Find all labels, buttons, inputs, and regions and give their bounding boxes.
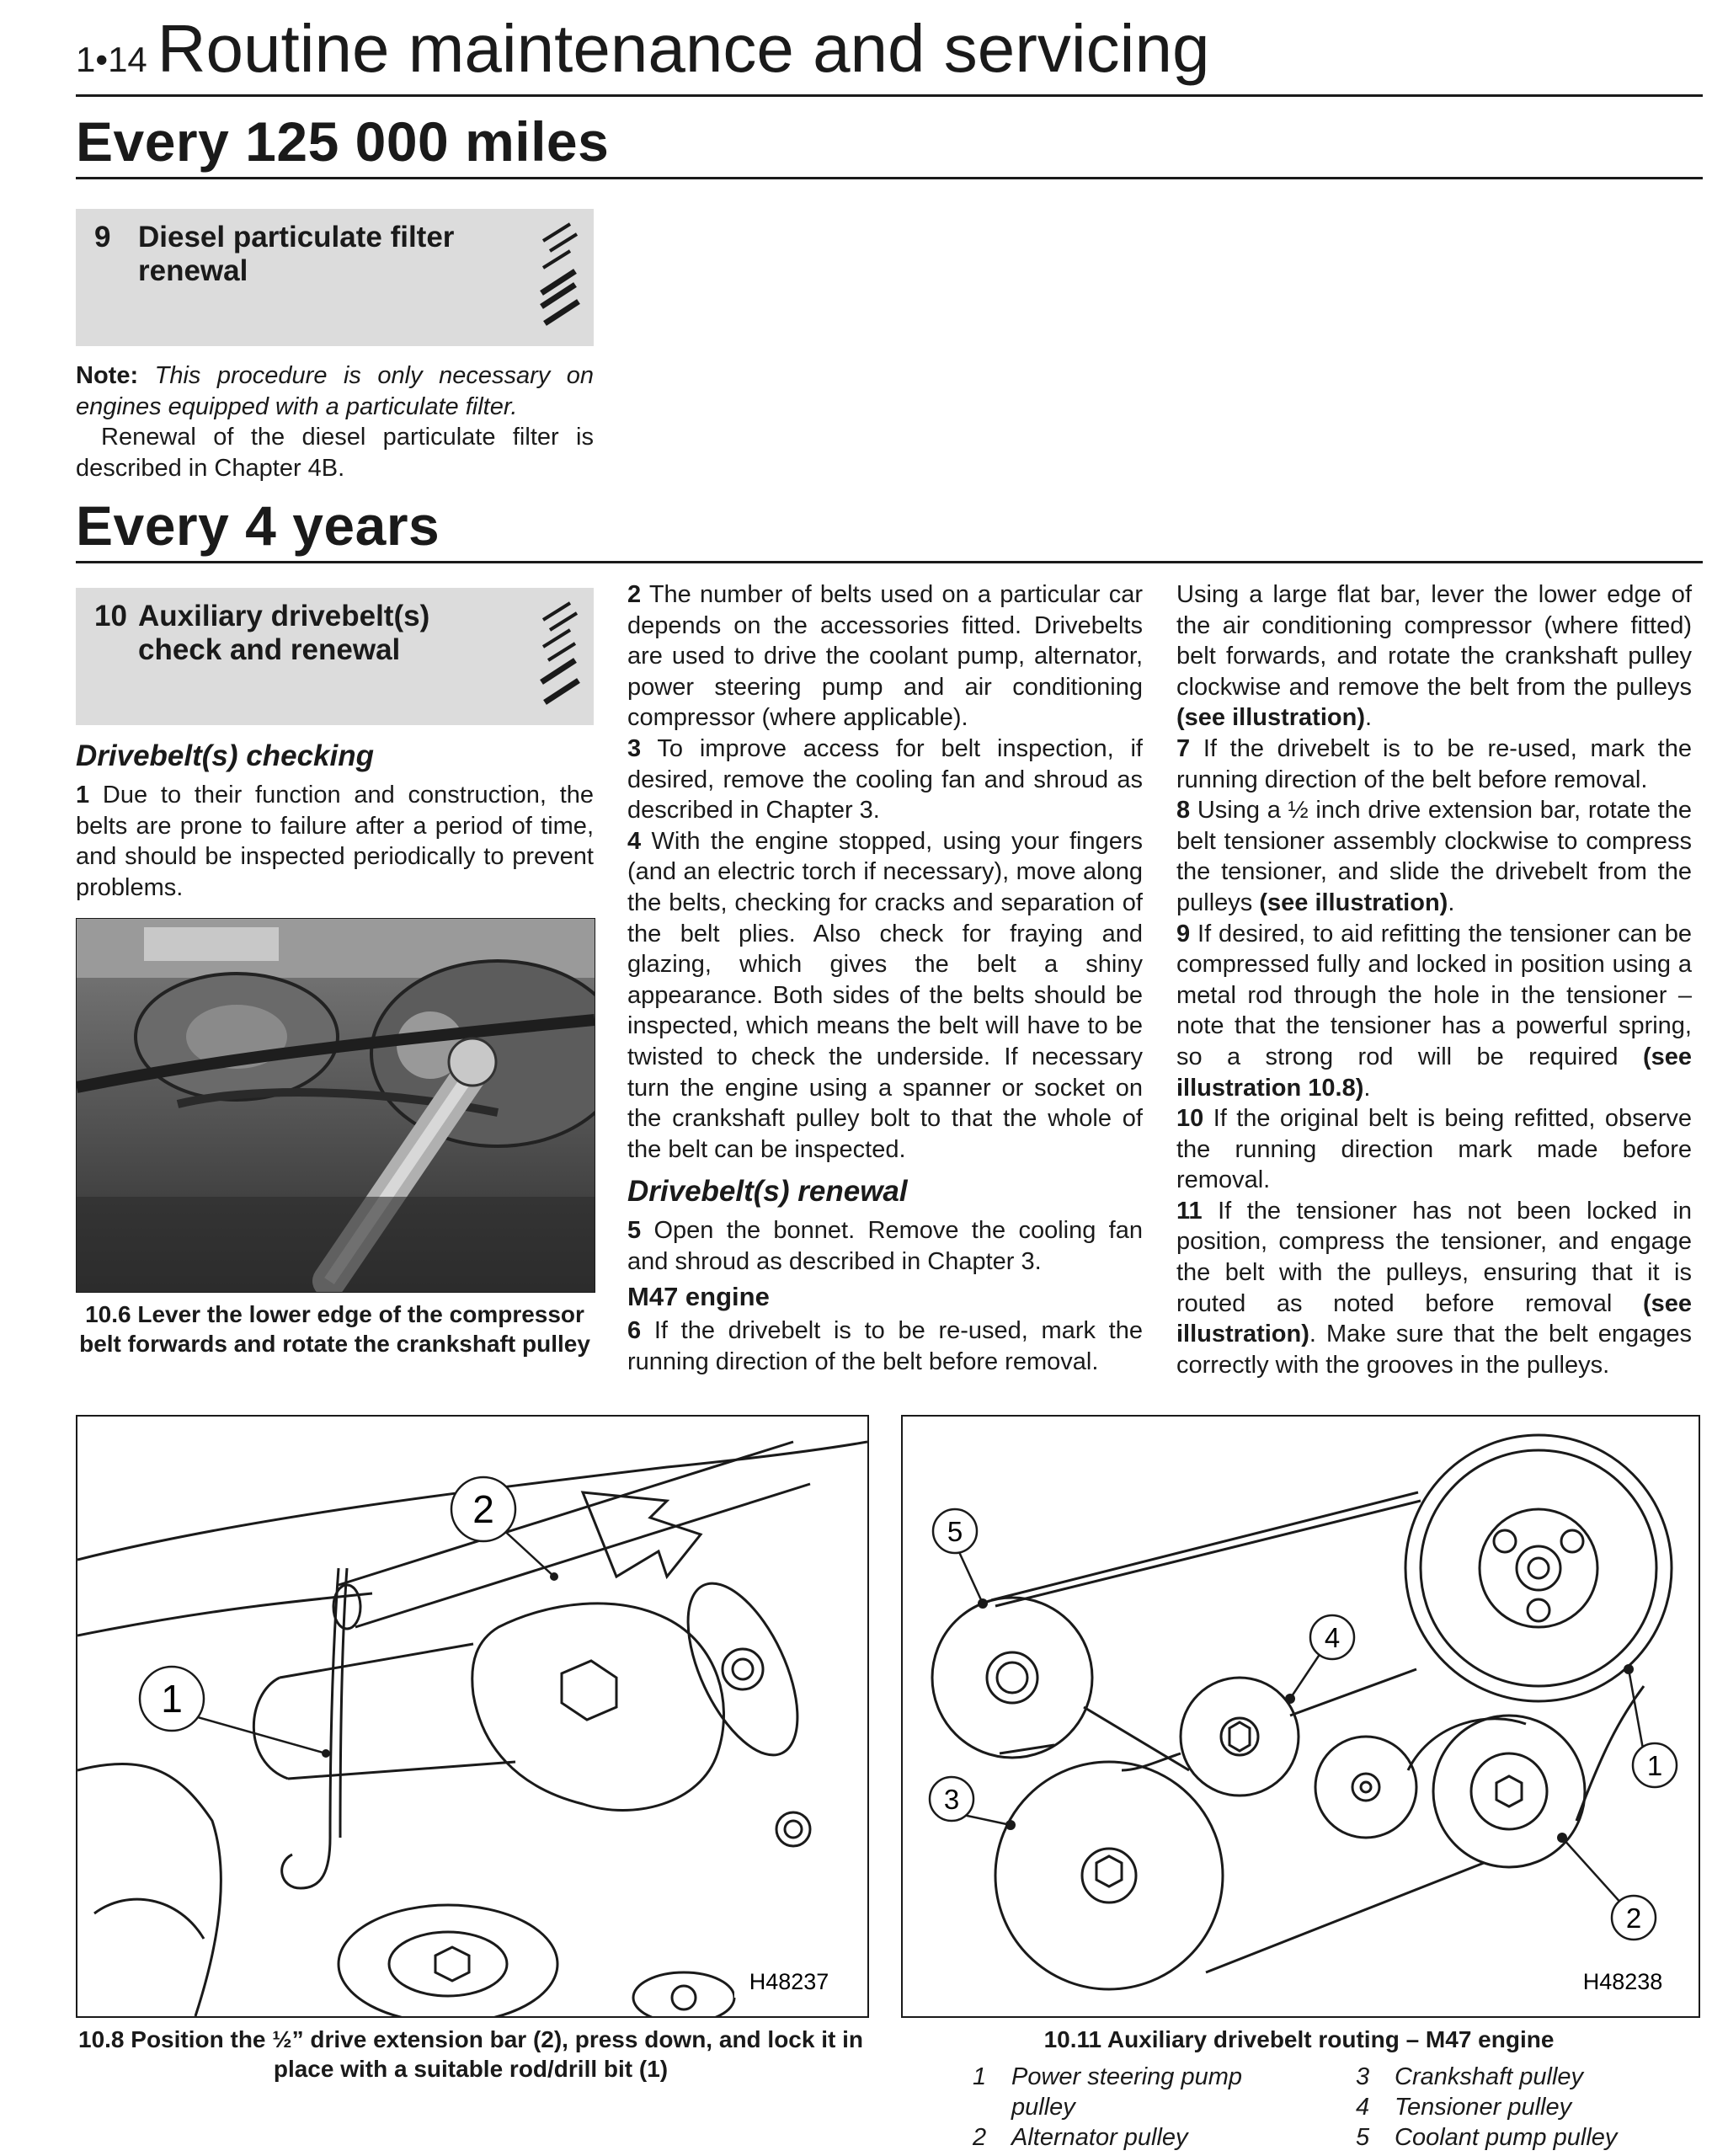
fig-10-6-caption: 10.6 Lever the lower edge of the compressor belt forwards and rotate the crankshaft pulley bbox=[79, 1301, 590, 1357]
column-1 bbox=[76, 734, 594, 903]
legend-num: 4 bbox=[1356, 2094, 1370, 2121]
callout-1: 1 bbox=[1646, 1750, 1663, 1781]
para-num: 6 bbox=[627, 1317, 642, 1345]
para-6b: Using a large flat bar, lever the lower edge of the air conditioning compressor (where fitted) belt forwards, and rotate the crankshaft pulley clockwise and remove the belt from the pulleys bbox=[1176, 581, 1692, 701]
illustration-ref: (see illustration) bbox=[1176, 704, 1365, 732]
renewal-heading: Drivebelt(s) renewal bbox=[627, 1175, 908, 1209]
task-box-10 bbox=[76, 588, 594, 725]
legend-text: Coolant pump pulley bbox=[1395, 2124, 1618, 2151]
para-num: 2 bbox=[627, 581, 642, 608]
task-title: Diesel particulate filter renewal bbox=[138, 221, 455, 287]
callout-4: 4 bbox=[1324, 1622, 1341, 1653]
task-number: 10 bbox=[94, 600, 127, 632]
section-heading-125k: Every 125 000 miles bbox=[76, 110, 610, 173]
figure-10-8 bbox=[76, 1415, 869, 2018]
para-num: 5 bbox=[627, 1217, 642, 1245]
body-paragraph: Renewal of the diesel particulate filter is described in Chapter 4B. bbox=[76, 424, 594, 482]
legend-text: Tensioner pulley bbox=[1395, 2094, 1572, 2121]
figure-code: H48237 bbox=[749, 1969, 829, 1994]
para-10: If the original belt is being refitted, observe the running direction mark made before removal. bbox=[1176, 1105, 1693, 1194]
callout-1: 1 bbox=[161, 1677, 183, 1721]
chapter-title: Routine maintenance and servicing bbox=[157, 11, 1210, 86]
legend-num: 3 bbox=[1356, 2063, 1370, 2090]
callout-2: 2 bbox=[472, 1487, 494, 1531]
legend-column-1 bbox=[973, 2062, 1309, 2153]
section-rule-4y bbox=[76, 561, 1703, 563]
para-11-end: Make sure that the belt engages correctly with the grooves in the pulleys. bbox=[1176, 1321, 1692, 1379]
para-4: With the engine stopped, using your fingers (and an electric torch if necessary), move along the belts, checking for cracks and separation of the belt plies. Also check for fraying and glazing, which gives the belt a shiny appearance. Both sides of the belts should be inspected, which means the belt will have to be twisted to check the underside. If necessary turn the engine using a spanner or socket on the crankshaft pulley bolt to that the whole of the belt can be inspected. bbox=[627, 827, 1143, 1163]
difficulty-wrench-icon bbox=[536, 216, 587, 342]
illustration-ref: (see illustration) bbox=[1259, 889, 1448, 916]
para-num: 8 bbox=[1176, 797, 1191, 825]
fig-10-11-caption: 10.11 Auxiliary drivebelt routing – M47 engine bbox=[1043, 2026, 1555, 2052]
para-11: If the tensioner has not been locked in position, compress the tensioner, and engage the belt with the pulleys, ensuring that it is routed as noted before removal bbox=[1176, 1197, 1692, 1317]
illustration-ref: (see illustration) bbox=[1176, 1289, 1693, 1348]
tensioner-line-drawing bbox=[77, 1417, 867, 2016]
para-3: To improve access for belt inspection, if desired, remove the cooling fan and shroud as described in Chapter 3. bbox=[627, 734, 1143, 825]
legend-num: 5 bbox=[1356, 2124, 1370, 2151]
legend-text: Alternator pulley bbox=[1011, 2124, 1188, 2151]
para-2: The number of belts used on a particular car depends on the accessories fitted. Drivebelts are used to drive the coolant pump, alternator, power steering pump and air conditioning compressor (where applicable). bbox=[627, 581, 1143, 732]
figure-10-11 bbox=[901, 1415, 1700, 2018]
para-9: If desired, to aid refitting the tensioner can be compressed fully and locked in position using a metal rod through the hole in the tensioner – note that the tensioner has a powerful spring, so a strong rod will be required bbox=[1176, 920, 1692, 1070]
callout-2: 2 bbox=[1625, 1903, 1642, 1934]
legend-num: 1 bbox=[973, 2063, 987, 2090]
section-rule-125k bbox=[76, 177, 1703, 179]
legend-num: 2 bbox=[973, 2124, 987, 2151]
page-number: 1•14 bbox=[76, 40, 147, 79]
callout-3: 3 bbox=[943, 1784, 960, 1815]
para-1: Due to their function and construction, the belts are prone to failure after a period of time, and should be inspected periodically to prevent problems. bbox=[76, 782, 595, 901]
note-label: Note: bbox=[76, 362, 139, 389]
header-rule bbox=[76, 94, 1703, 97]
legend-text: Crankshaft pulley bbox=[1395, 2063, 1584, 2090]
para-num: 4 bbox=[627, 827, 642, 855]
column-2 bbox=[627, 579, 1143, 1378]
para-num: 9 bbox=[1176, 920, 1191, 947]
figure-code: H48238 bbox=[1582, 1969, 1663, 1994]
legend-item bbox=[1356, 2122, 1693, 2153]
note-text: This procedure is only necessary on engines equipped with a particulate filter. bbox=[76, 362, 594, 420]
legend-column-2 bbox=[1356, 2062, 1693, 2153]
legend-item bbox=[973, 2122, 1309, 2153]
para-6: If the drivebelt is to be re-used, mark the running direction of the belt before removal. bbox=[627, 1317, 1143, 1376]
para-num: 11 bbox=[1176, 1197, 1203, 1225]
para-num: 1 bbox=[76, 782, 90, 808]
belt-routing-diagram bbox=[903, 1417, 1699, 2016]
photo-10-6 bbox=[76, 918, 595, 1293]
fig-10-8-caption: 10.8 Position the ½” drive extension bar (2), press down, and lock it in place with a suitable rod/drill bit (1) bbox=[78, 2026, 863, 2082]
note-block bbox=[76, 360, 594, 483]
legend-item bbox=[1356, 2092, 1693, 2122]
checking-heading: Drivebelt(s) checking bbox=[76, 739, 374, 772]
para-num: 7 bbox=[1176, 734, 1191, 762]
para-7: If the drivebelt is to be re-used, mark the running direction of the belt before removal. bbox=[1176, 734, 1692, 793]
para-num: 3 bbox=[627, 734, 642, 762]
difficulty-wrench-icon bbox=[536, 595, 587, 721]
task-number: 9 bbox=[94, 221, 111, 253]
engine-photo-illustration bbox=[77, 919, 595, 1292]
legend-text: Power steering pump pulley bbox=[1011, 2063, 1243, 2121]
task-title: Auxiliary drivebelt(s) check and renewal bbox=[138, 600, 430, 666]
section-heading-4y: Every 4 years bbox=[76, 494, 440, 557]
task-box-9 bbox=[76, 209, 594, 346]
callout-5: 5 bbox=[947, 1516, 963, 1547]
page-header bbox=[76, 10, 1209, 88]
legend-item bbox=[1356, 2062, 1693, 2092]
para-8: Using a ½ inch drive extension bar, rotate the belt tensioner assembly clockwise to compress the tensioner, and slide the drivebelt from the pulleys bbox=[1176, 797, 1692, 916]
legend-item bbox=[973, 2062, 1309, 2122]
para-5: Open the bonnet. Remove the cooling fan and shroud as described in Chapter 3. bbox=[627, 1217, 1143, 1275]
column-3: Using a large flat bar, lever the lower edge of the air conditioning compressor (where fitted) belt forwards, and rotate the crankshaft pulley clockwise and remove the belt from the pulleys (see illustration). 7 If the drivebelt is to be re-used, mark the running direction of the belt before removal. 8 Using a ½ inch drive extension bar, rotate the belt tensioner assembly clockwise to compress the tensioner, and slide the drivebelt from the pulleys (see illustration). 9 If desired, to aid refitting the tensioner can be compressed fully and locked in position using a metal rod through the hole in the tensioner – note that the tensioner has a powerful spring, so a strong rod will be required (see illustration 10.8). 10 If the original belt is being refitted, observe the running direction mark made before removal. 11 If the tensioner has not been locked in position, compress the tensioner, and engage the belt with the pulleys, ensuring that it is routed as noted before removal (see illustration). Make sure that the belt engages correctly with the grooves in the pulleys. bbox=[1176, 581, 1693, 1379]
illustration-ref: (see illustration 10.8) bbox=[1176, 1043, 1693, 1102]
para-num: 10 bbox=[1176, 1105, 1204, 1133]
engine-heading: M47 engine bbox=[627, 1282, 770, 1312]
